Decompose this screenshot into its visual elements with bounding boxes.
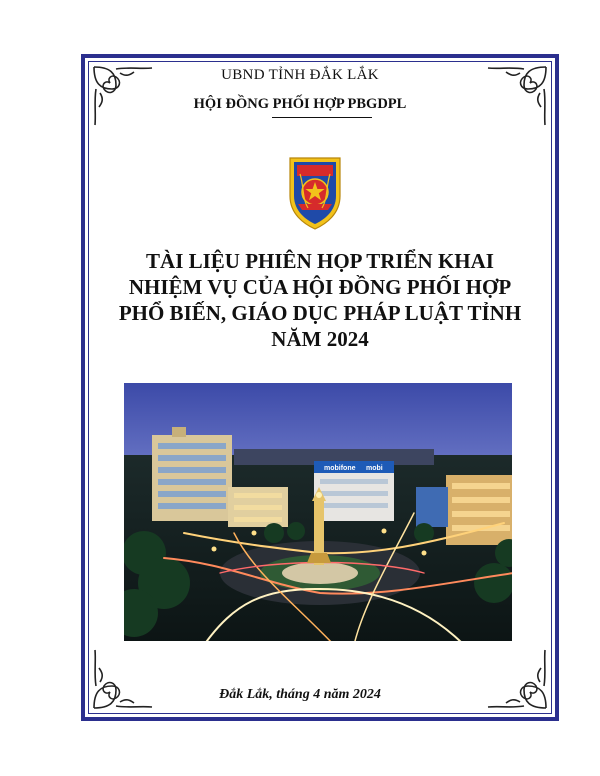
city-scene: [124, 383, 514, 643]
title-line: NĂM 2024: [271, 327, 369, 351]
mobi-sign: mobi: [366, 465, 383, 472]
title-line: PHỔ BIẾN, GIÁO DỤC PHÁP LUẬT TỈNH: [118, 301, 522, 325]
title-line: TÀI LIỆU PHIÊN HỌP TRIỂN KHAI: [146, 249, 494, 273]
mobifone-sign: mobifone: [324, 465, 356, 472]
police-emblem-icon: [286, 152, 344, 230]
place-date: Đắk Lắk, tháng 4 năm 2024: [219, 687, 381, 702]
council-name: HỘI ĐỒNG PHỐI HỢP PBGDPL: [193, 96, 407, 112]
document-title: [100, 248, 540, 352]
title-line: NHIỆM VỤ CỦA HỘI ĐỒNG PHỐI HỢP: [128, 275, 512, 299]
header-underline: [272, 117, 372, 118]
city-night-photo: [122, 381, 514, 643]
agency-name: UBND TỈNH ĐẮK LẮK: [221, 67, 379, 83]
